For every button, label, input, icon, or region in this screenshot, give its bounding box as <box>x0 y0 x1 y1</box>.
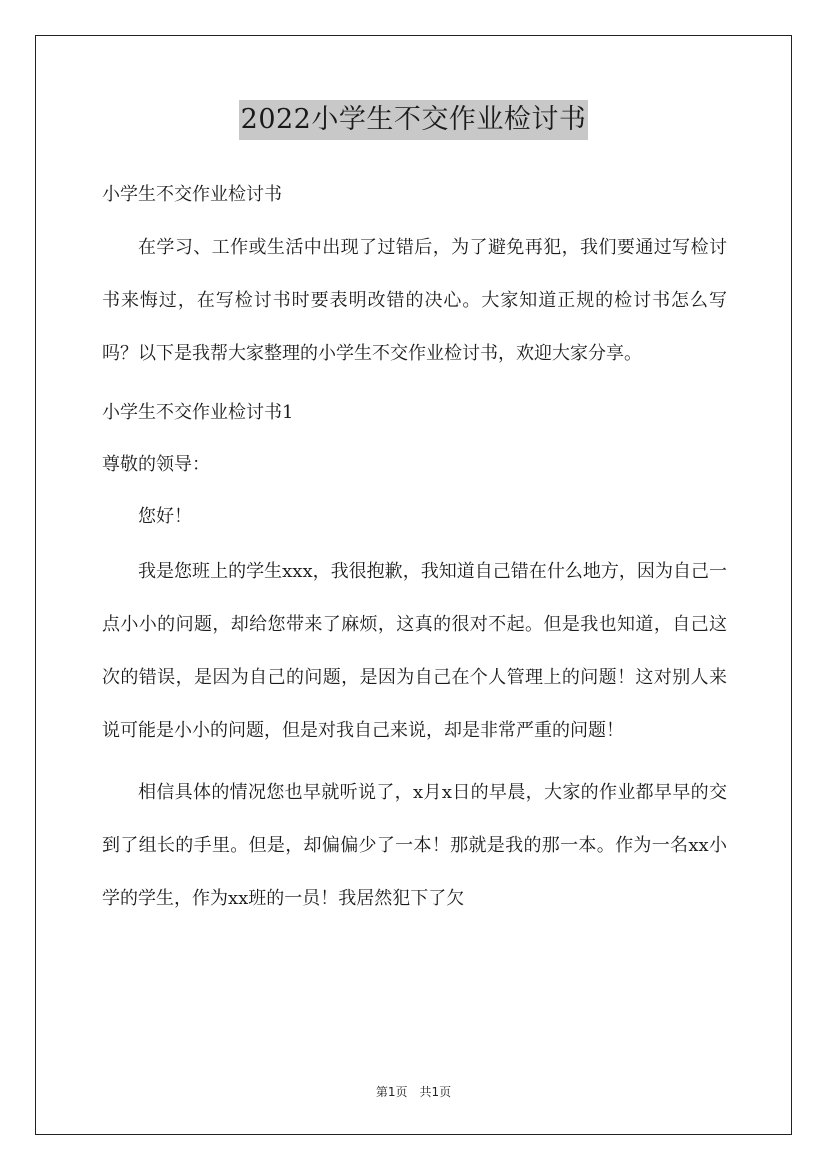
section-heading: 小学生不交作业检讨书1 <box>102 402 294 423</box>
page-total: 共1页 <box>419 1085 452 1099</box>
document-body <box>102 176 727 918</box>
title-container <box>0 100 827 140</box>
greeting: 您好！ <box>138 506 192 527</box>
salutation: 尊敬的领导： <box>102 454 210 475</box>
body-paragraph-2: 相信具体的情况您也早就听说了，x月x日的早晨，大家的作业都早早的交到了组长的手里。但是，却偏偏少了一本！那就是我的那一本。作为一名xx小学的学生，作为xx班的一员！我居然犯下了欠 <box>102 782 727 909</box>
subtitle-paragraph: 小学生不交作业检讨书 <box>102 184 282 205</box>
intro-paragraph: 在学习、工作或生活中出现了过错后，为了避免再犯，我们要通过写检讨书来悔过，在写检讨书时要表明改错的决心。大家知道正规的检讨书怎么写吗？以下是我帮大家整理的小学生不交作业检讨书，欢迎大家分享。 <box>102 237 727 364</box>
body-paragraph-1: 我是您班上的学生xxx，我很抱歉，我知道自己错在什么地方，因为自己一点小小的问题，却给您带来了麻烦，这真的很对不起。但是我也知道，自己这次的错误，是因为自己的问题，是因为自己在个人管理上的问题！这对别人来说可能是小小的问题，但是对我自己来说，却是非常严重的问题！ <box>102 561 727 741</box>
page-number: 第1页 <box>375 1085 408 1099</box>
document-title: 2022小学生不交作业检讨书 <box>239 100 589 140</box>
page-footer <box>0 1083 827 1100</box>
